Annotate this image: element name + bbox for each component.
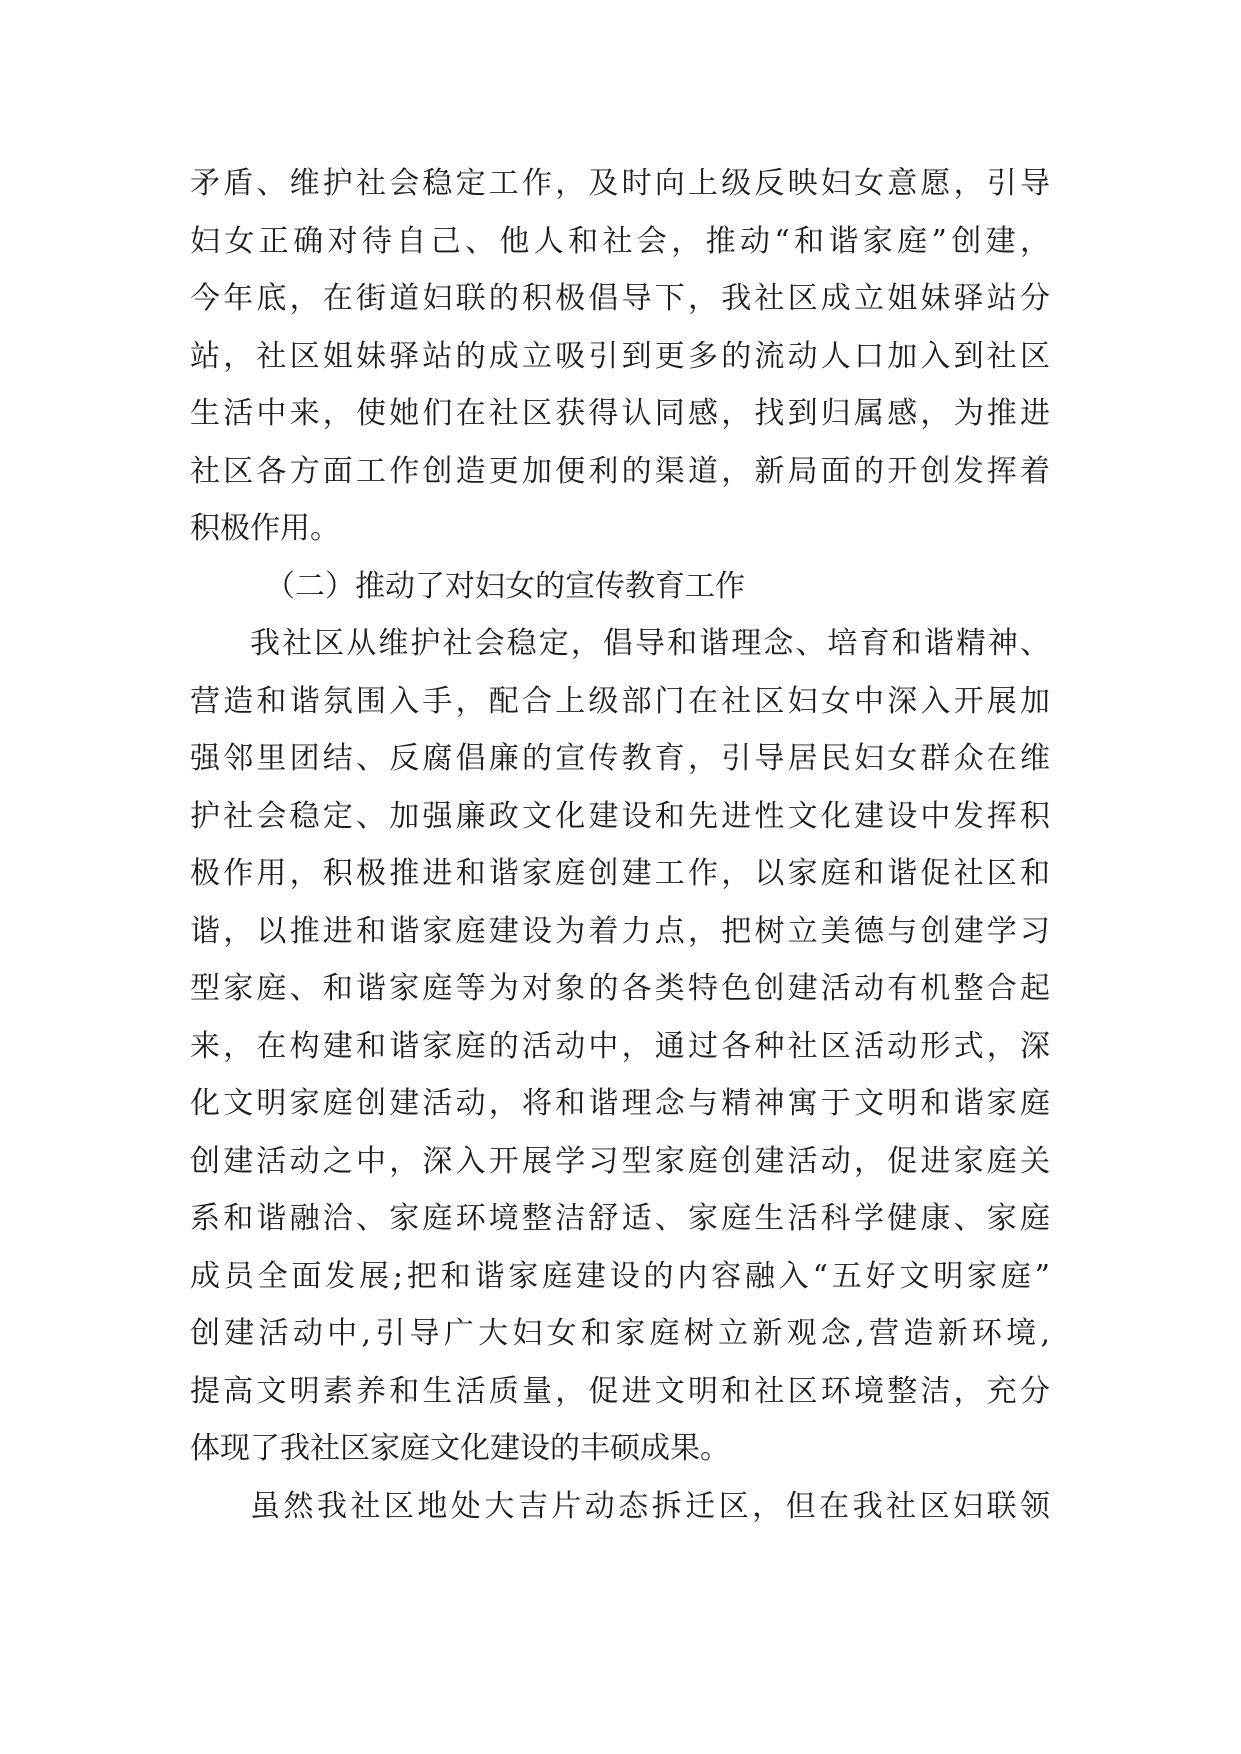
paragraph-continued xyxy=(190,155,1050,558)
text-line: 提高文明素养和生活质量，促进文明和社区环境整洁，充分 xyxy=(190,1373,1050,1409)
text-line: 成员全面发展;把和谐家庭建设的内容融入“五好文明家庭” xyxy=(190,1258,1050,1294)
text-line: 矛盾、维护社会稳定工作，及时向上级反映妇女意愿，引导 xyxy=(190,166,1050,201)
paragraph-next xyxy=(190,1478,1050,1536)
text-line: 站，社区姐妹驿站的成立吸引到更多的流动人口加入到社区 xyxy=(190,338,1050,374)
text-line: 化文明家庭创建活动，将和谐理念与精神寓于文明和谐家庭 xyxy=(190,1086,1050,1121)
text-line: 强邻里团结、反腐倡廉的宣传教育，引导居民妇女群众在维 xyxy=(190,741,1050,776)
text-line: 创建活动之中，深入开展学习型家庭创建活动，促进家庭关 xyxy=(190,1143,1050,1179)
text-line: 系和谐融洽、家庭环境整洁舒适、家庭生活科学健康、家庭 xyxy=(190,1201,1050,1236)
text-line: 妇女正确对待自己、他人和社会，推动“和谐家庭”创建， xyxy=(190,223,1050,259)
document-body xyxy=(190,155,1050,1535)
text-line: 积极作用。 xyxy=(190,511,340,546)
text-line: 营造和谐氛围入手，配合上级部门在社区妇女中深入开展加 xyxy=(190,683,1050,719)
text-line: 来，在构建和谐家庭的活动中，通过各种社区活动形式，深 xyxy=(190,1028,1050,1064)
paragraph-education xyxy=(190,615,1050,1478)
text-line: 体现了我社区家庭文化建设的丰硕成果。 xyxy=(190,1431,730,1466)
text-line: 今年底，在街道妇联的积极倡导下，我社区成立姐妹驿站分 xyxy=(190,281,1050,316)
text-line: 型家庭、和谐家庭等为对象的各类特色创建活动有机整合起 xyxy=(190,971,1050,1006)
text-line: 创建活动中,引导广大妇女和家庭树立新观念,营造新环境, xyxy=(190,1316,1050,1351)
text-line: 虽然我社区地处大吉片动态拆迁区，但在我社区妇联领 xyxy=(250,1488,1050,1524)
text-line: 极作用，积极推进和谐家庭创建工作，以家庭和谐促社区和 xyxy=(190,856,1050,891)
text-line: 护社会稳定、加强廉政文化建设和先进性文化建设中发挥积 xyxy=(190,798,1050,834)
text-line: 社区各方面工作创造更加便利的渠道，新局面的开创发挥着 xyxy=(190,453,1050,489)
text-line: 生活中来，使她们在社区获得认同感，找到归属感，为推进 xyxy=(190,396,1050,431)
section-heading: （二）推动了对妇女的宣传教育工作 xyxy=(265,568,745,604)
text-line: 我社区从维护社会稳定，倡导和谐理念、培育和谐精神、 xyxy=(250,626,1050,661)
text-line: 谐，以推进和谐家庭建设为着力点，把树立美德与创建学习 xyxy=(190,913,1050,949)
